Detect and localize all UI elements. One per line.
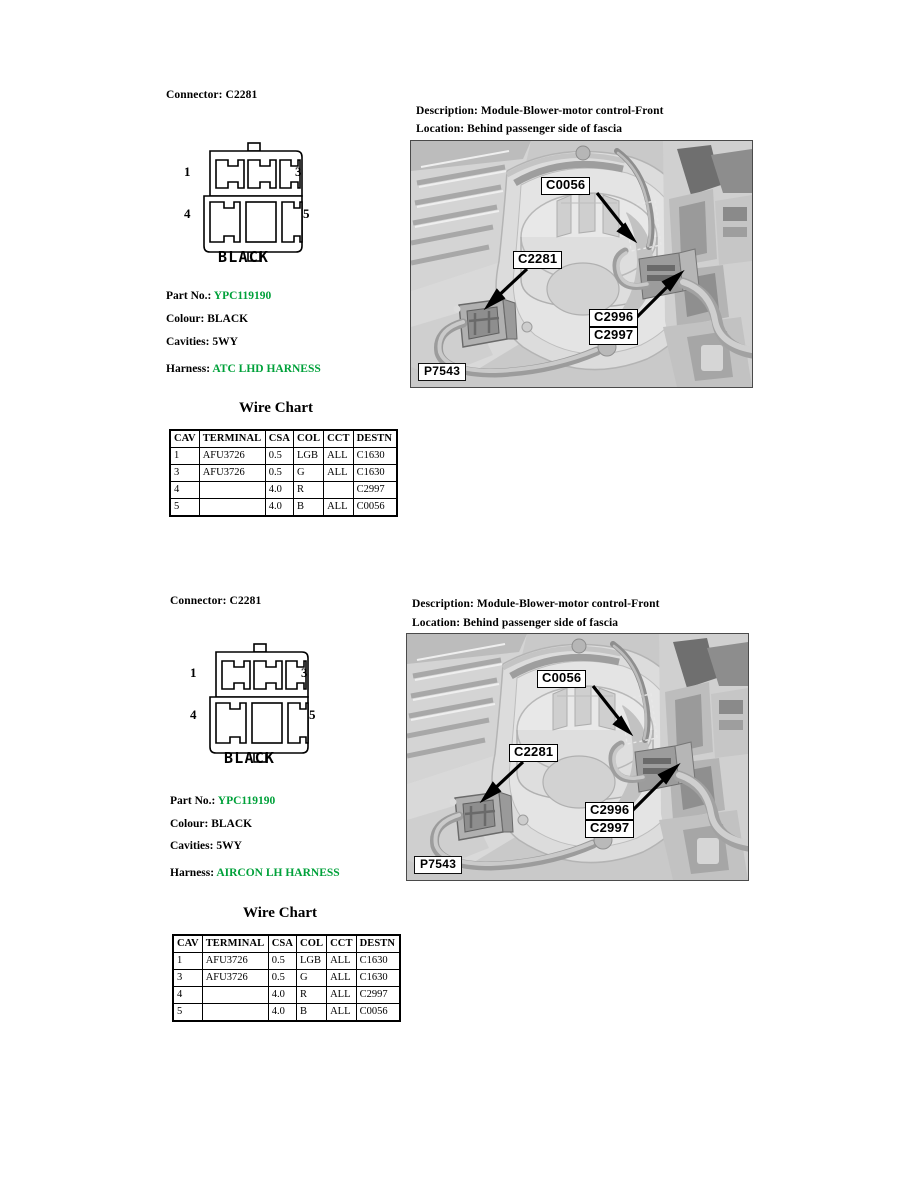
- pin-number-3: 3: [301, 665, 308, 680]
- connector-title: Connector: C2281: [166, 89, 258, 101]
- cell-csa: 0.5: [268, 970, 296, 987]
- wire-chart-table: [172, 934, 401, 1022]
- component-location-photo: [406, 633, 749, 881]
- cell-col: B: [294, 499, 324, 517]
- pin-number-1: 1: [190, 665, 197, 680]
- header-terminal: TERMINAL: [202, 935, 268, 953]
- colour-value: BLACK: [211, 818, 253, 830]
- table-header-row: [173, 935, 400, 953]
- cell-cct: ALL: [327, 987, 356, 1004]
- cell-cav: 3: [170, 465, 199, 482]
- cell-cct: ALL: [324, 499, 353, 517]
- cell-terminal: [202, 1004, 268, 1022]
- header-cct: CCT: [324, 430, 353, 448]
- table-row: [173, 970, 400, 987]
- header-col: COL: [294, 430, 324, 448]
- cell-cct: ALL: [327, 970, 356, 987]
- cell-csa: 4.0: [265, 499, 293, 517]
- cell-destn: C0056: [353, 499, 397, 517]
- harness-label: Harness:: [170, 867, 215, 879]
- header-destn: DESTN: [353, 430, 397, 448]
- callout-c2281: C2281: [509, 744, 558, 762]
- cavities-label: Cavities:: [170, 840, 214, 852]
- table-row: [170, 499, 397, 517]
- cell-csa: 4.0: [265, 482, 293, 499]
- wire-chart-table: [169, 429, 398, 517]
- photo-reference-label: P7543: [418, 363, 466, 381]
- cell-terminal: [199, 482, 265, 499]
- header-col: COL: [297, 935, 327, 953]
- cell-col: R: [297, 987, 327, 1004]
- table-header-row: [170, 430, 397, 448]
- pin-number-5: 5: [309, 707, 316, 722]
- cell-terminal: AFU3726: [202, 953, 268, 970]
- table-row: [173, 953, 400, 970]
- table-row: [170, 448, 397, 465]
- header-csa: CSA: [268, 935, 296, 953]
- cell-terminal: [202, 987, 268, 1004]
- cell-terminal: [199, 499, 265, 517]
- cell-csa: 0.5: [265, 465, 293, 482]
- cell-destn: C1630: [353, 448, 397, 465]
- cell-col: LGB: [294, 448, 324, 465]
- cell-destn: C1630: [353, 465, 397, 482]
- cell-destn: C0056: [356, 1004, 400, 1022]
- header-destn: DESTN: [356, 935, 400, 953]
- part-no-label: Part No.:: [166, 290, 212, 302]
- part-no-value: YPC119190: [217, 795, 276, 807]
- cavities-line: [166, 336, 238, 348]
- callout-c2996: C2996: [589, 309, 638, 327]
- location-line: Location: Behind passenger side of fascia: [416, 123, 623, 135]
- cell-destn: C1630: [356, 970, 400, 987]
- callout-c2281: C2281: [513, 251, 562, 269]
- cavities-value: 5WY: [216, 840, 242, 852]
- pin-number-5: 5: [303, 206, 310, 221]
- cell-destn: C1630: [356, 953, 400, 970]
- cell-cct: [324, 482, 353, 499]
- table-row: [173, 987, 400, 1004]
- callout-c2997: C2997: [585, 820, 634, 838]
- cell-destn: C2997: [356, 987, 400, 1004]
- cell-csa: 0.5: [265, 448, 293, 465]
- harness-line: [170, 867, 340, 879]
- harness-value: AIRCON LH HARNESS: [216, 867, 340, 879]
- harness-value: ATC LHD HARNESS: [212, 363, 321, 375]
- cell-col: G: [297, 970, 327, 987]
- cavities-line: [170, 840, 242, 852]
- cell-cav: 3: [173, 970, 202, 987]
- part-no-label: Part No.:: [170, 795, 216, 807]
- cell-col: G: [294, 465, 324, 482]
- photo-reference-label: P7543: [414, 856, 462, 874]
- header-terminal: TERMINAL: [199, 430, 265, 448]
- callout-c2996: C2996: [585, 802, 634, 820]
- cell-col: LGB: [297, 953, 327, 970]
- connector-title: Connector: C2281: [170, 595, 262, 607]
- cell-cav: 1: [170, 448, 199, 465]
- cell-cct: ALL: [324, 448, 353, 465]
- cell-cav: 4: [170, 482, 199, 499]
- cell-cav: 5: [170, 499, 199, 517]
- connector-colour-label: BLACK: [224, 749, 276, 767]
- cell-cav: 4: [173, 987, 202, 1004]
- colour-label: Colour:: [166, 313, 205, 325]
- cell-cav: 5: [173, 1004, 202, 1022]
- pin-number-4: 4: [184, 206, 191, 221]
- table-row: [170, 465, 397, 482]
- colour-line: [166, 313, 248, 325]
- harness-label: Harness:: [166, 363, 211, 375]
- colour-label: Colour:: [170, 818, 209, 830]
- cell-col: B: [297, 1004, 327, 1022]
- colour-value: BLACK: [207, 313, 249, 325]
- header-csa: CSA: [265, 430, 293, 448]
- wire-chart-title: Wire Chart: [243, 905, 318, 921]
- connector-colour-label: BLACK: [218, 248, 270, 266]
- header-cav: CAV: [173, 935, 202, 953]
- callout-c2997: C2997: [589, 327, 638, 345]
- pin-number-1: 1: [184, 164, 191, 179]
- description-line: Description: Module-Blower-motor control-Front: [416, 105, 664, 117]
- location-line: Location: Behind passenger side of fascia: [412, 617, 619, 629]
- harness-line: [166, 363, 321, 375]
- cell-terminal: AFU3726: [202, 970, 268, 987]
- callout-c0056: C0056: [541, 177, 590, 195]
- table-row: [170, 482, 397, 499]
- cavities-label: Cavities:: [166, 336, 210, 348]
- cell-cct: ALL: [327, 1004, 356, 1022]
- cell-terminal: AFU3726: [199, 448, 265, 465]
- cell-cct: ALL: [327, 953, 356, 970]
- part-no-line: [166, 290, 271, 302]
- header-cav: CAV: [170, 430, 199, 448]
- callout-c0056: C0056: [537, 670, 586, 688]
- cell-cav: 1: [173, 953, 202, 970]
- cell-csa: 0.5: [268, 953, 296, 970]
- pin-number-4: 4: [190, 707, 197, 722]
- header-cct: CCT: [327, 935, 356, 953]
- cell-csa: 4.0: [268, 1004, 296, 1022]
- cell-cct: ALL: [324, 465, 353, 482]
- colour-line: [170, 818, 252, 830]
- part-no-line: [170, 795, 275, 807]
- cell-col: R: [294, 482, 324, 499]
- part-no-value: YPC119190: [213, 290, 272, 302]
- cell-terminal: AFU3726: [199, 465, 265, 482]
- wire-chart-title: Wire Chart: [239, 400, 314, 416]
- cell-destn: C2997: [353, 482, 397, 499]
- cell-csa: 4.0: [268, 987, 296, 1004]
- description-line: Description: Module-Blower-motor control-Front: [412, 598, 660, 610]
- component-location-photo: [410, 140, 753, 388]
- pin-number-3: 3: [295, 164, 302, 179]
- table-row: [173, 1004, 400, 1022]
- cavities-value: 5WY: [212, 336, 238, 348]
